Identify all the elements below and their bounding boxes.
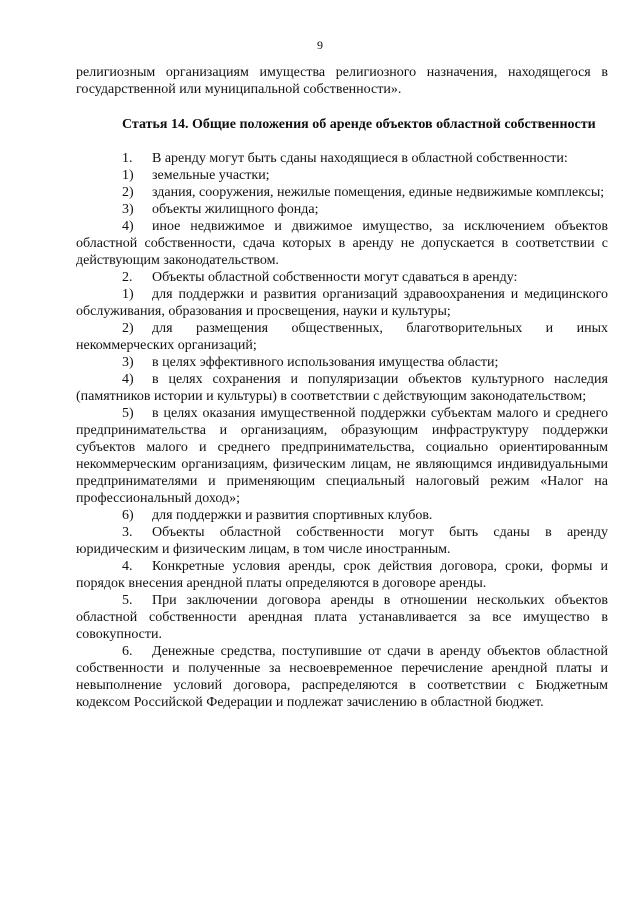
- paragraph-text: в целях сохранения и популяризации объектов культурного наследия (памятников истории и культуры) в соответствии с действующим законодательством;: [76, 372, 608, 404]
- paragraph-number: 3.: [122, 525, 133, 540]
- paragraph-text: здания, сооружения, нежилые помещения, единые недвижимые комплексы;: [152, 185, 605, 200]
- paragraph-text: иное недвижимое и движимое имущество, за исключением объектов областной собственности, сдача которых в аренду не допускается в соответствии с действующим законодательством.: [76, 219, 608, 268]
- paragraph-text: Объекты областной собственности могут сдаваться в аренду:: [152, 270, 518, 285]
- paragraph-number: 2): [122, 185, 134, 200]
- paragraph-text: в целях оказания имущественной поддержки субъектам малого и среднего предпринимательства и организациям, образующим инфраструктуру поддержки субъектов малого и среднего предпринимательства, социально ориентированным некоммерческим организациям, физическим лицам, не являющимся индивидуальными предпринимателями и применяющим специальный налоговый режим «Налог на профессиональный доход»;: [76, 406, 608, 506]
- paragraph-4: [76, 558, 608, 592]
- paragraph-6: [76, 643, 608, 711]
- paragraph-text: Объекты областной собственности могут быть сданы в аренду юридическим и физическим лицам, в том числе иностранным.: [76, 525, 608, 557]
- intro-paragraph: религиозным организациям имущества религиозного назначения, находящегося в государственной или муниципальной собственности».: [76, 65, 608, 97]
- article-title: Статья 14. Общие положения об аренде объектов областной собственности: [122, 117, 596, 132]
- subitem-2-1: [76, 286, 608, 320]
- paragraph-text: для размещения общественных, благотворительных и иных некоммерческих организаций;: [76, 321, 608, 353]
- paragraph-number: 6): [122, 508, 134, 523]
- subitem-1-4: [76, 218, 608, 269]
- paragraph-text: В аренду могут быть сданы находящиеся в областной собственности:: [152, 151, 568, 166]
- paragraph-text: Конкретные условия аренды, срок действия договора, сроки, формы и порядок внесения арендной платы определяются в договоре аренды.: [76, 559, 608, 591]
- paragraph-text: для поддержки и развития организаций здравоохранения и медицинского обслуживания, образования и просвещения, науки и культуры;: [76, 287, 608, 319]
- subitem-2-5: [76, 405, 608, 507]
- subitem-2-6: [76, 507, 608, 524]
- paragraph-number: 4): [122, 372, 134, 387]
- paragraph-number: 6.: [122, 644, 133, 659]
- paragraph-text: При заключении договора аренды в отношении нескольких объектов областной собственности арендная плата устанавливается за все имущество в совокупности.: [76, 593, 608, 642]
- paragraph-number: 4.: [122, 559, 133, 574]
- paragraph-number: 3): [122, 355, 134, 370]
- paragraph-1: [76, 150, 608, 167]
- paragraph-number: 2): [122, 321, 134, 336]
- paragraph-5: [76, 592, 608, 643]
- paragraph-text: в целях эффективного использования имущества области;: [152, 355, 499, 370]
- subitem-1-3: [76, 201, 608, 218]
- page-number: 9: [317, 38, 323, 52]
- paragraph-3: [76, 524, 608, 558]
- paragraph-text: Денежные средства, поступившие от сдачи в аренду объектов областной собственности и полученные за несвоевременное перечисление арендной платы и невыполнение условий договора, распределяются в соответствии с Бюджетным кодексом Российской Федерации и подлежат зачислению в областной бюджет.: [76, 644, 608, 710]
- subitem-1-2: [76, 184, 608, 201]
- paragraph-number: 1): [122, 168, 134, 183]
- paragraph-number: 4): [122, 219, 134, 234]
- subitem-1-1: [76, 167, 608, 184]
- paragraph-text: для поддержки и развития спортивных клубов.: [152, 508, 433, 523]
- paragraph-number: 2.: [122, 270, 133, 285]
- paragraph-text: земельные участки;: [152, 168, 270, 183]
- paragraph-number: 1.: [122, 151, 133, 166]
- subitem-2-3: [76, 354, 608, 371]
- paragraph-number: 1): [122, 287, 134, 302]
- document-body: [76, 64, 608, 711]
- paragraph-list: [76, 150, 608, 711]
- paragraph-number: 5): [122, 406, 134, 421]
- paragraph-text: объекты жилищного фонда;: [152, 202, 319, 217]
- subitem-2-2: [76, 320, 608, 354]
- subitem-2-4: [76, 371, 608, 405]
- paragraph-number: 5.: [122, 593, 133, 608]
- paragraph-2: [76, 269, 608, 286]
- paragraph-number: 3): [122, 202, 134, 217]
